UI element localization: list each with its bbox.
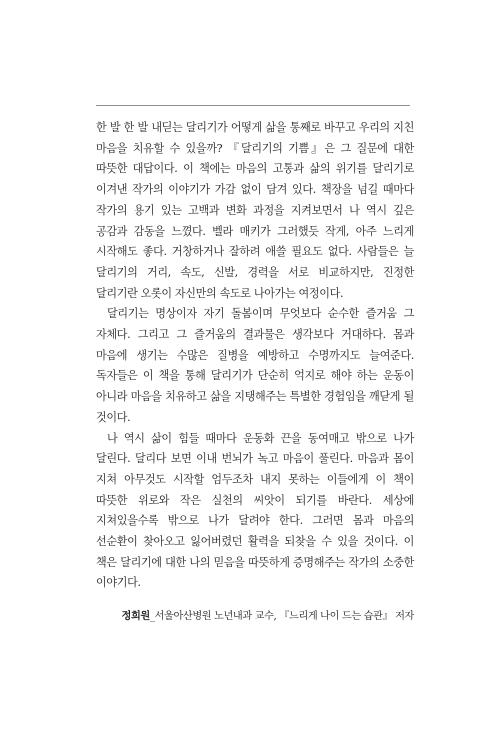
paragraph-1: 한 발 한 발 내딛는 달리기가 어떻게 삶을 통째로 바꾸고 우리의 지친 마음을 치유할 수 있을까? 『달리기의 기쁨』은 그 질문에 대한 따뜻한 대답이다. 이 책에는 마음의 고통과 삶의 위기를 달리기로 이겨낸 작가의 이야기가 가감 없이 담겨 있다. 책장을 넘길 때마다 작가의 용기 있는 고백과 변화 과정을 지켜보면서 나 역시 깊은 공감과 감동을 느꼈다. 벨라 매키가 그러했듯 작게, 아주 느리게 시작해도 좋다. 거창하거나 잘하려 애쓸 필요도 없다. 사람들은 늘 달리기의 거리, 속도, 신발, 경력을 서로 비교하지만, 진정한 달리기란 오롯이 자신만의 속도로 나아가는 여정이다. — [96, 121, 414, 300]
signature-affiliation: _서울아산병원 노년내과 교수, 『느리게 나이 드는 습관』 저자 — [149, 611, 414, 622]
signature-name: 정희원 — [121, 610, 150, 622]
top-divider — [96, 105, 410, 106]
paragraph-2: 달리기는 명상이자 자기 돌봄이며 무엇보다 순수한 즐거움 그 자체다. 그리고 그 즐거움의 결과물은 생각보다 거대하다. 몸과 마음에 생기는 수많은 질병을 예방하고 수명까지도 늘여준다. 독자들은 이 책을 통해 달리기가 단순히 억지로 해야 하는 운동이 아니라 마음을 치유하고 삶을 지탱해주는 특별한 경험임을 깨닫게 될 것이다. — [96, 307, 414, 424]
author-signature — [96, 607, 414, 622]
paragraph-3: 나 역시 삶이 힘들 때마다 운동화 끈을 동여매고 밖으로 나가 달린다. 달리다 보면 이내 번뇌가 녹고 마음이 풀린다. 마음과 몸이 지쳐 아무것도 시작할 엄두조차 내지 못하는 이들에게 이 책이 따뜻한 위로와 작은 실천의 씨앗이 되기를 바란다. 세상에 지쳐있을수록 밖으로 나가 달려야 한다. 그러면 몸과 마음의 선순환이 찾아오고 잃어버렸던 활력을 되찾을 수 있을 것이다. 이 책은 달리기에 대한 나의 믿음을 따뜻하게 증명해주는 작가의 소중한 이야기다. — [96, 431, 414, 590]
recommendation-text — [96, 118, 414, 594]
